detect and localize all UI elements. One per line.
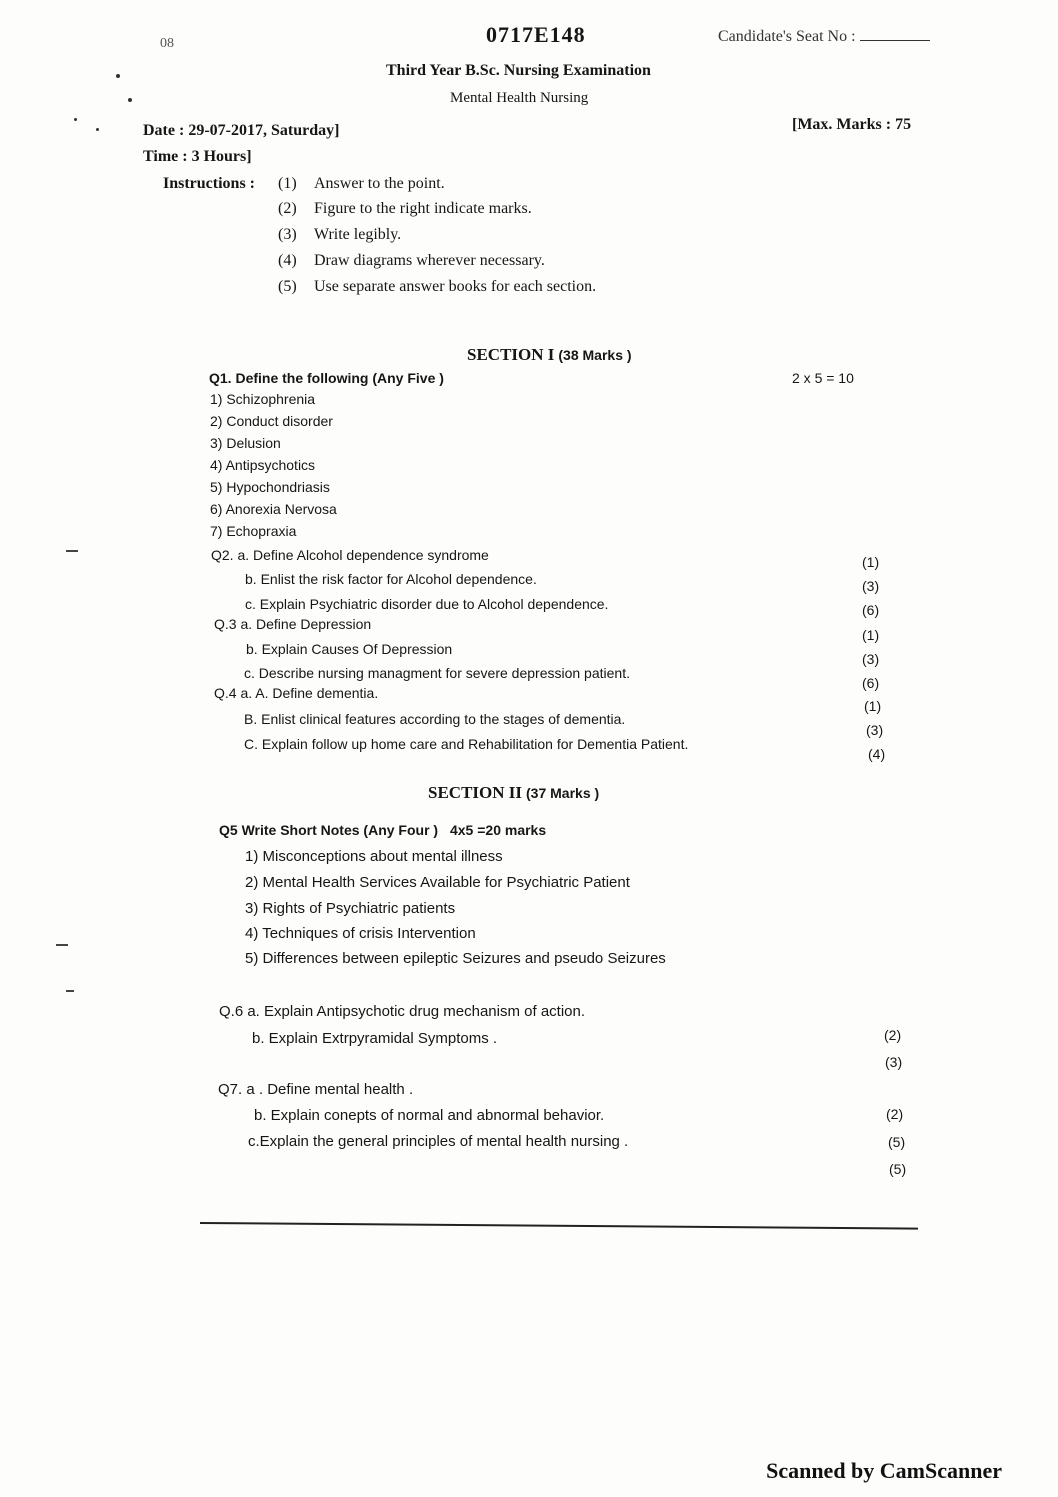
seat-number-blank [860, 40, 930, 41]
exam-title: Third Year B.Sc. Nursing Examination [386, 62, 651, 79]
scan-mark [66, 550, 78, 552]
q7-part-c: c.Explain the general principles of mental health nursing . [248, 1133, 629, 1150]
q2-part-c: c. Explain Psychiatric disorder due to Alcohol dependence. [245, 596, 609, 612]
q2-mark-c: (6) [862, 602, 880, 618]
q4-mark-a: (1) [864, 698, 882, 714]
scanner-watermark: Scanned by CamScanner [766, 1458, 1002, 1483]
q6-mark-b: (3) [885, 1054, 903, 1070]
exam-time: Time : 3 Hours] [143, 148, 252, 165]
q1-heading: Q1. Define the following (Any Five ) [209, 370, 444, 386]
section-1-heading: SECTION I (38 Marks ) [467, 345, 632, 364]
q3-mark-b: (3) [862, 651, 880, 667]
q1-item: 5) Hypochondriasis [210, 479, 330, 495]
exam-code: 0717E148 [486, 22, 586, 47]
q1-item: 4) Antipsychotics [210, 457, 316, 473]
q5-item: 1) Misconceptions about mental illness [245, 848, 503, 865]
scan-speck [96, 128, 99, 131]
instructions-label: Instructions : [163, 175, 256, 192]
q3-mark-a: (1) [862, 627, 880, 643]
corner-page-number: 08 [160, 36, 174, 51]
q1-item: 7) Echopraxia [210, 523, 297, 539]
q7-mark-c: (5) [889, 1161, 907, 1177]
scan-speck [128, 98, 132, 102]
q7-mark-a: (2) [886, 1106, 904, 1122]
q6-part-b: b. Explain Extrpyramidal Symptoms . [252, 1030, 498, 1047]
q1-item: 3) Delusion [210, 435, 281, 451]
section-2-heading: SECTION II (37 Marks ) [428, 783, 600, 802]
q2-mark-b: (3) [862, 578, 880, 594]
instruction-item: (2) Figure to the right indicate marks. [278, 200, 532, 217]
q5-item: 4) Techniques of crisis Intervention [245, 925, 476, 942]
q3-part-a: Q.3 a. Define Depression [214, 616, 372, 632]
q4-mark-b: (3) [866, 722, 884, 738]
q4-part-c: C. Explain follow up home care and Rehabilitation for Dementia Patient. [244, 736, 689, 752]
exam-date: Date : 29-07-2017, Saturday] [143, 122, 340, 139]
scan-speck [74, 118, 77, 121]
seat-label: Candidate's Seat No : [718, 28, 856, 45]
instruction-item: (5) Use separate answer books for each section. [278, 278, 597, 295]
q5-item: 5) Differences between epileptic Seizures and pseudo Seizures [245, 950, 666, 967]
q2-mark-a: (1) [862, 554, 880, 570]
q1-item: 6) Anorexia Nervosa [210, 501, 337, 517]
q7-mark-b: (5) [888, 1134, 906, 1150]
q5-item: 3) Rights of Psychiatric patients [245, 900, 456, 917]
instruction-item: (1) Answer to the point. [278, 175, 445, 192]
scan-mark [66, 990, 74, 992]
instruction-item: (3) Write legibly. [278, 226, 402, 243]
end-of-paper-rule [200, 1222, 918, 1230]
q6-mark-a: (2) [884, 1027, 902, 1043]
instruction-item: (4) Draw diagrams wherever necessary. [278, 252, 545, 269]
q6-part-a: Q.6 a. Explain Antipsychotic drug mechanism of action. [219, 1003, 586, 1020]
subject-title: Mental Health Nursing [450, 90, 589, 106]
max-marks: [Max. Marks : 75 [792, 116, 912, 133]
q5-item: 2) Mental Health Services Available for Psychiatric Patient [245, 874, 630, 891]
scan-speck [116, 74, 120, 78]
scan-mark [56, 944, 68, 946]
q4-mark-c: (4) [868, 746, 886, 762]
q5-heading-row: Q5 Write Short Notes (Any Four ) 4x5 =20 marks [219, 822, 547, 838]
q1-item: 2) Conduct disorder [210, 413, 333, 429]
q2-part-a: Q2. a. Define Alcohol dependence syndrome [211, 547, 489, 563]
q7-part-a: Q7. a . Define mental health . [218, 1081, 414, 1098]
q3-mark-c: (6) [862, 675, 880, 691]
q7-part-b: b. Explain conepts of normal and abnormal behavior. [254, 1107, 605, 1124]
q4-part-b: B. Enlist clinical features according to the stages of dementia. [244, 711, 626, 727]
q3-part-b: b. Explain Causes Of Depression [246, 641, 453, 657]
q1-item: 1) Schizophrenia [210, 391, 316, 407]
q3-part-c: c. Describe nursing managment for severe depression patient. [244, 665, 630, 681]
q2-part-b: b. Enlist the risk factor for Alcohol dependence. [245, 571, 537, 587]
candidate-seat-field [718, 28, 930, 46]
q4-part-a: Q.4 a. A. Define dementia. [214, 685, 379, 701]
q1-marks: 2 x 5 = 10 [792, 370, 854, 386]
